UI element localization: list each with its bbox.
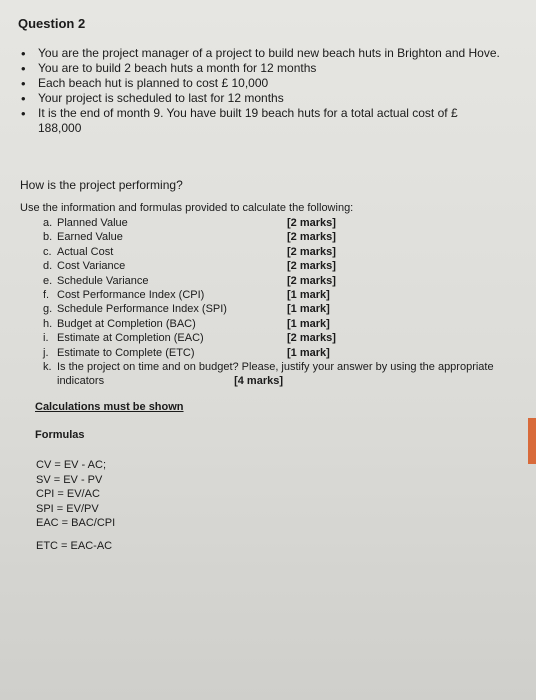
- task-letter: j.: [43, 346, 49, 359]
- bullet-icon: •: [21, 61, 26, 76]
- bullet-text: Each beach hut is planned to cost £ 10,000: [38, 76, 269, 90]
- task-letter: c.: [43, 245, 52, 258]
- bullet-icon: •: [21, 76, 26, 91]
- task-text: Earned Value: [57, 231, 123, 244]
- task-item: [43, 360, 503, 389]
- task-letter: g.: [43, 303, 53, 316]
- task-marks: [2 marks]: [287, 260, 336, 273]
- task-letter: e.: [43, 274, 53, 287]
- formulas-heading: Formulas: [35, 429, 85, 441]
- task-item: [43, 317, 503, 331]
- task-text: Cost Variance: [57, 260, 126, 273]
- bullet-item: [20, 106, 500, 136]
- bullet-item: [20, 46, 500, 61]
- bullet-item: [20, 76, 500, 91]
- task-marks: [2 marks]: [287, 332, 336, 345]
- task-text: Is the project on time and on budget? Please, justify your answer by using the appropriate indicators: [57, 360, 494, 388]
- question-text: How is the project performing?: [20, 178, 183, 192]
- task-marks: [1 mark]: [287, 288, 330, 301]
- formula-line: SV = EV - PV: [36, 473, 103, 486]
- bullet-item: [20, 91, 500, 106]
- task-item: [43, 216, 503, 230]
- task-marks: [1 mark]: [287, 303, 330, 316]
- task-letter: d.: [43, 260, 53, 273]
- formula-line: SPI = EV/PV: [36, 502, 99, 515]
- task-item: [43, 346, 503, 360]
- task-letter: a.: [43, 217, 53, 229]
- task-item: [43, 245, 503, 259]
- task-text: Budget at Completion (BAC): [57, 317, 196, 330]
- question-title: Question 2: [18, 16, 86, 31]
- task-marks: [2 marks]: [287, 217, 336, 229]
- task-text: Estimate at Completion (EAC): [57, 332, 204, 345]
- task-list: [43, 216, 503, 389]
- formula-line: CV = EV - AC;: [36, 459, 106, 471]
- bullet-icon: •: [21, 106, 26, 121]
- task-marks: [4 marks]: [234, 375, 283, 388]
- bullet-list: [20, 46, 500, 136]
- formula-line: ETC = EAC-AC: [36, 539, 113, 552]
- task-letter: b.: [43, 231, 53, 244]
- task-item: [43, 302, 503, 316]
- task-letter: h.: [43, 317, 53, 330]
- bullet-icon: •: [21, 46, 26, 61]
- bullet-item: [20, 61, 500, 76]
- bullet-text: Your project is scheduled to last for 12 months: [38, 91, 284, 105]
- bullet-text: It is the end of month 9. You have built 19 beach huts for a total actual cost of £ 188,000: [38, 106, 458, 135]
- task-letter: k.: [43, 360, 52, 373]
- task-text: Planned Value: [57, 217, 128, 229]
- task-marks: [2 marks]: [287, 231, 336, 244]
- bullet-icon: •: [21, 91, 26, 106]
- task-item: [43, 288, 503, 302]
- formula-line: EAC = BAC/CPI: [36, 517, 116, 530]
- task-item: [43, 230, 503, 244]
- bullet-text: You are the project manager of a project to build new beach huts in Brighton and Hove.: [38, 46, 500, 60]
- task-text: Actual Cost: [57, 245, 114, 258]
- formula-line: CPI = EV/AC: [36, 488, 100, 501]
- task-text: Schedule Variance: [57, 274, 149, 287]
- task-item: [43, 274, 503, 288]
- task-letter: f.: [43, 288, 50, 301]
- task-item: [43, 259, 503, 273]
- task-letter: i.: [43, 332, 49, 345]
- instructions-text: Use the information and formulas provided to calculate the following:: [20, 202, 354, 214]
- side-edge-marker: [528, 418, 536, 464]
- task-text: Schedule Performance Index (SPI): [57, 303, 227, 316]
- task-marks: [1 mark]: [287, 346, 330, 359]
- formula-list: [36, 458, 115, 554]
- task-marks: [1 mark]: [287, 317, 330, 330]
- bullet-text: You are to build 2 beach huts a month for 12 months: [38, 61, 317, 75]
- task-item: [43, 331, 503, 345]
- task-text: Estimate to Complete (ETC): [57, 346, 195, 359]
- task-text: Cost Performance Index (CPI): [57, 288, 205, 301]
- calculations-note: Calculations must be shown: [35, 401, 184, 413]
- task-marks: [2 marks]: [287, 274, 336, 287]
- task-marks: [2 marks]: [287, 245, 336, 258]
